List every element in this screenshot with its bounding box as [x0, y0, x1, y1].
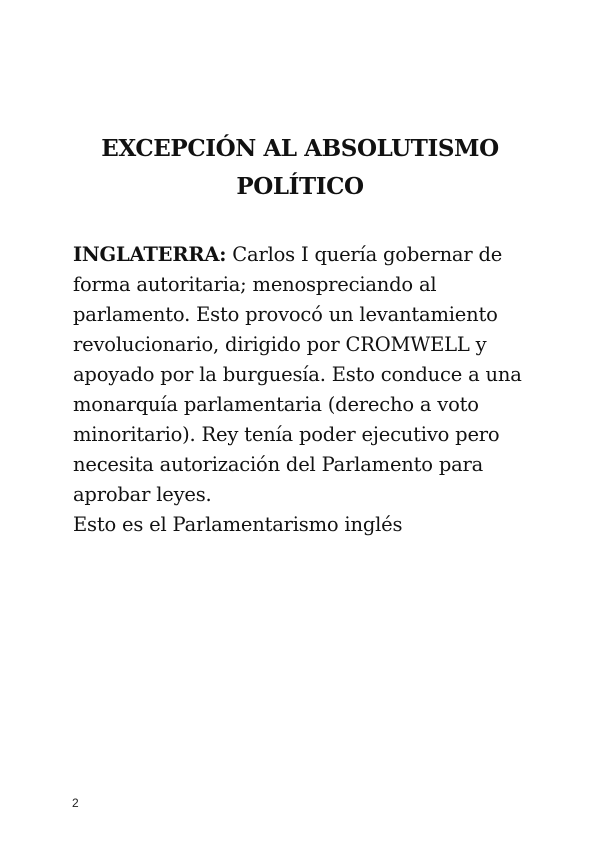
paragraph-line-text: Carlos I quería gobernar de [226, 243, 503, 266]
paragraph-line: forma autoritaria; menospreciando al [73, 273, 437, 296]
paragraph-line: aprobar leyes. [73, 483, 212, 506]
title-line-1: EXCEPCIÓN AL ABSOLUTISMO [101, 135, 499, 162]
paragraph-line [73, 240, 553, 270]
closing-line: Esto es el Parlamentarismo inglés [73, 513, 403, 536]
paragraph-line: apoyado por la burguesía. Esto conduce a una [73, 363, 522, 386]
page-title [60, 130, 540, 206]
title-line-2: POLÍTICO [236, 173, 364, 200]
paragraph-line: monarquía parlamentaria (derecho a voto [73, 393, 479, 416]
body-paragraph [73, 240, 553, 540]
paragraph-line: parlamento. Esto provocó un levantamiento [73, 303, 498, 326]
paragraph-line: revolucionario, dirigido por CROMWELL y [73, 333, 487, 356]
page-number: 2 [72, 796, 79, 810]
paragraph-line: minoritario). Rey tenía poder ejecutivo pero [73, 423, 500, 446]
paragraph-line: necesita autorización del Parlamento para [73, 453, 484, 476]
lead-term: INGLATERRA: [73, 243, 227, 266]
